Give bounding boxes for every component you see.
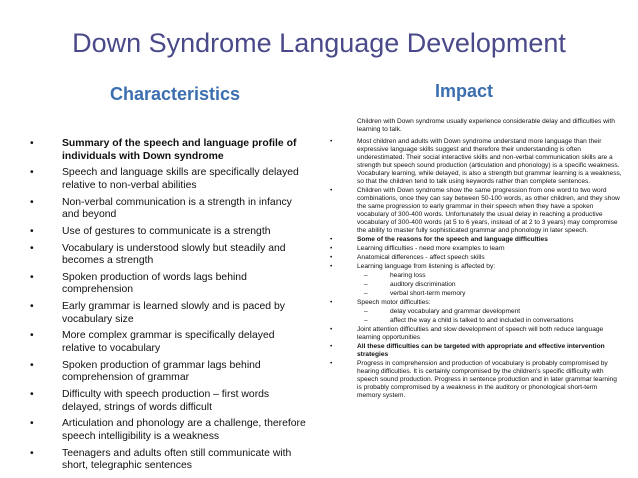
list-item: • Articulation and phonology are a challenge, therefore speech intelligibility is a weakness: [30, 418, 306, 442]
bullet: •: [330, 299, 333, 306]
dash: –: [364, 317, 368, 324]
list-item: • Use of gestures to communicate is a strength: [30, 225, 271, 237]
list-item: • Early grammar is learned slowly and is paced by vocabulary size: [30, 301, 285, 325]
characteristics-list: [30, 138, 310, 477]
bullet: •: [30, 196, 34, 208]
bullet: •: [30, 301, 34, 313]
impact-list: [330, 138, 622, 401]
list-item: • Most children and adults with Down syndrome understand more language than their expressive language skills suggest and therefore their understanding is often underestimated. Their social interactive skills and non-verbal communication skills are a strength but speech sound production (articulation and phonology) is a specific weakness. Vocabulary learning, while delayed, is also a strength but grammar learning is a weakness, so that the children tend to talk using keywords rather than complete sentences.: [330, 138, 622, 185]
list-item: • Summary of the speech and language profile of individuals with Down syndrome: [30, 138, 297, 162]
bullet: •: [30, 225, 34, 237]
list-item: • Vocabulary is understood slowly but steadily and becomes a strength: [30, 242, 286, 267]
bullet: •: [30, 388, 34, 400]
list-item: • Joint attention difficulties and slow development of speech will both reduce language learning opportunities: [330, 326, 604, 341]
bullet: •: [330, 326, 333, 333]
list-item: • Learning difficulties - need more examples to learn: [330, 245, 505, 252]
bullet: •: [330, 343, 333, 350]
list-item: • Spoken production of grammar lags behind comprehension of grammar: [30, 359, 261, 384]
list-item: • Non-verbal communication is a strength in infancy and beyond: [30, 196, 292, 221]
dash: –: [364, 290, 368, 297]
dash: –: [364, 272, 368, 279]
bullet: •: [30, 418, 34, 430]
bullet: •: [330, 263, 333, 270]
bullet: •: [330, 138, 333, 145]
list-item: • All these difficulties can be targeted with appropriate and effective intervention strategies: [330, 343, 605, 358]
bullet: •: [330, 187, 333, 194]
dash: –: [364, 281, 368, 288]
characteristics-heading: Characteristics: [110, 84, 241, 104]
list-subitem: – verbal short-term memory: [364, 290, 466, 297]
list-item: • Spoken production of words lags behind comprehension: [30, 271, 247, 296]
list-item: • Anatomical differences - affect speech skills: [330, 254, 485, 261]
list-subitem: – auditory discrimination: [364, 281, 456, 288]
impact-heading: Impact: [435, 81, 494, 101]
bullet: •: [30, 330, 34, 342]
list-item: • Speech and language skills are specifically delayed relative to non-verbal abilities: [30, 167, 299, 191]
list-item: • Difficulty with speech production – first words delayed, strings of words difficult: [30, 388, 270, 413]
bullet: •: [330, 360, 333, 367]
slide-title: Down Syndrome Language Development: [72, 28, 566, 58]
impact-intro: Children with Down syndrome usually experience considerable delay and difficulties with learning to talk.: [357, 118, 615, 133]
list-subitem: – delay vocabulary and grammar development: [364, 308, 521, 315]
bullet: •: [330, 254, 333, 261]
list-subitem: – affect the way a child is talked to and included in conversations: [364, 317, 574, 324]
bullet: •: [330, 245, 333, 252]
list-item: • More complex grammar is specifically delayed relative to vocabulary: [30, 330, 275, 354]
list-item: • Teenagers and adults often still communicate with short, telegraphic sentences: [30, 447, 292, 472]
bullet: •: [30, 242, 34, 254]
bullet: •: [30, 271, 34, 283]
bullet: •: [330, 236, 333, 243]
list-item: • Progress in comprehension and production of vocabulary is probably compromised by hearing difficulties. It is certainly compromised by the children's specific difficulty with speech sound production. Progress in sentence production and in later grammar learning is probably compromised by a weakness in the auditory or phonological short-term memory system.: [330, 360, 617, 399]
list-item: • Speech motor difficulties:: [330, 299, 431, 306]
bullet: •: [30, 359, 34, 371]
list-item: • Some of the reasons for the speech and language difficulties: [330, 236, 548, 243]
list-item: • Learning language from listening is affected by:: [330, 263, 496, 270]
list-item: • Children with Down syndrome show the same progression from one word to two word combinations, once they can say between 50-100 words, as other children, and they show the same progression to early grammar in their speech when they have a spoken vocabulary of 300-400 words. Unfortunately the usual delay in reaching a productive vocabulary of 300-400 words (at 5 to 6 years, instead of at 2 to 3 years) may compromise the ability to master fully sophisticated grammar and phonology in later speech.: [330, 187, 620, 234]
dash: –: [364, 308, 368, 315]
bullet: •: [30, 447, 34, 459]
bullet: •: [30, 138, 34, 149]
list-subitem: – hearing loss: [364, 272, 426, 279]
bullet: •: [30, 167, 34, 179]
